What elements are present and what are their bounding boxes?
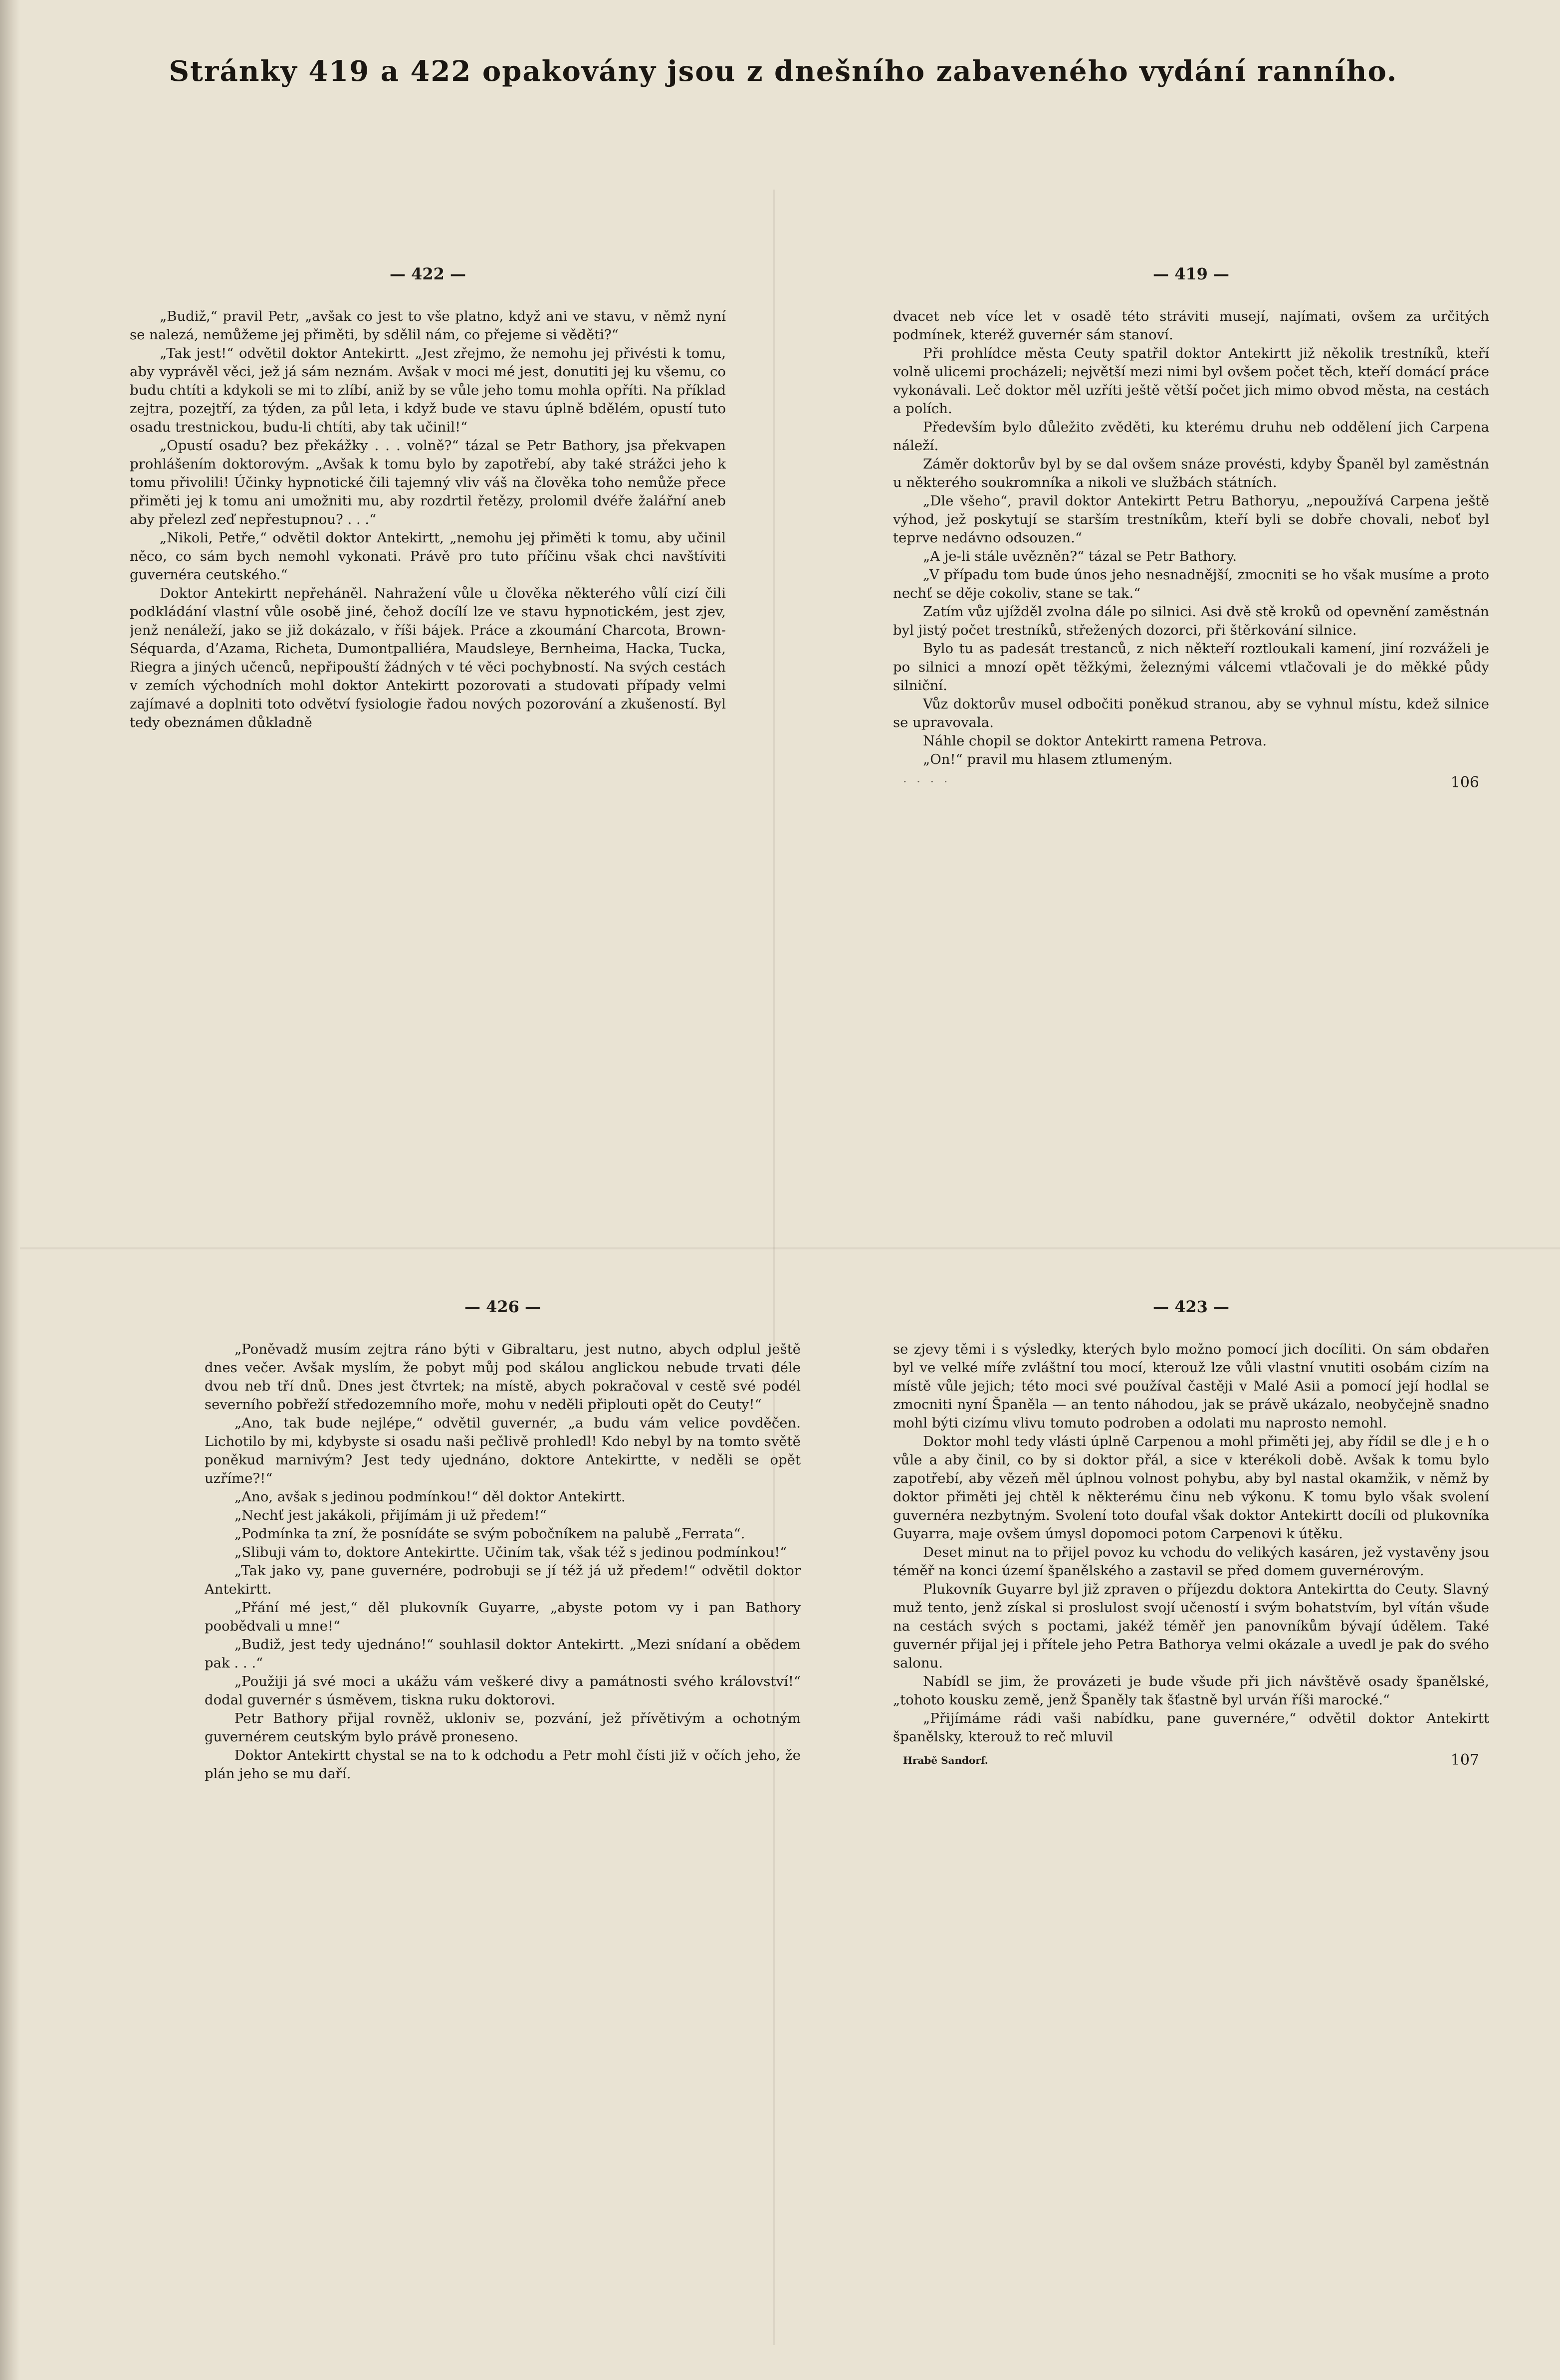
paragraph: „Slibuji vám to, doktore Antekirtte. Učiním tak, však též s jedinou podmínkou!“ <box>234 1544 787 1560</box>
paragraph: „Přání mé jest,“ děl plukovník Guyarre, „abyste potom vy i pan Bathory poobědvali u mne!“ <box>205 1600 801 1634</box>
paragraph: dvacet neb více let v osadě této stráviti musejí, najímati, ovšem za určitých podmínek, kteréž guvernér sám stanoví. <box>893 308 1489 343</box>
fold-line-horizontal <box>20 1247 1560 1249</box>
paragraph: „Opustí osadu? bez překážky . . . volně?“ tázal se Petr Bathory, jsa překvapen prohlášením doktorovým. „Avšak k tomu bylo by zapotřebí, aby také strážci jeho k tomu přivolili! Účinky hypnotické čili tajemný vliv váš na člověka toho nemůže přece přiměti jej k tomu ani umožniti mu, aby rozdrtil řetězy, prolomil dvéře žalářní aneb aby přelezl zeď nepřestupnou? . . .“ <box>130 438 726 527</box>
paragraph: Zatím vůz ujížděl zvolna dále po silnici. Asi dvě stě kroků od opevnění zaměstnán byl jistý počet trestníků, střežených dozorci, při štěrkování silnice. <box>893 604 1489 638</box>
paragraph: Doktor mohl tedy vlásti úplně Carpenou a mohl přiměti jej, aby řídil se dle j e h o vůle a aby činil, co by si doktor přál, a sice v kterékoli době. Avšak k tomu bylo zapotřebí, aby vězeň měl úplnou volnost pohybu, aby byl nastal okamžik, v němž by doktor přiměti jej chtěl k některému činu neb výkonu. K tomu bylo však svolení guvernéra nezbytným. Svolení toto doufal však doktor Antekirtt docíli od plukovníka Guyarra, maje ovšem úmysl dopomoci potom Carpenovi k útěku. <box>893 1433 1489 1542</box>
paragraph: Plukovník Guyarre byl již zpraven o příjezdu doktora Antekirtta do Ceuty. Slavný muž tento, jenž získal si proslulost svojí učeností i svým bohatstvím, byl vítán všude na cestách svých s poctami, jakéž téměř jen panovníkům bývají údělem. Také guvernér přijal jej i přítele jeho Petra Bathorya velmi okázale a uvedl je pak do svého salonu. <box>893 1581 1489 1671</box>
paragraph: „Nikoli, Petře,“ odvětil doktor Antekirtt, „nemohu jej přiměti k tomu, aby učinil něco, co sám bych nemohl vykonati. Právě pro tuto příčinu však chci navštíviti guvernéra ceutského.“ <box>130 530 726 583</box>
paragraph: se zjevy těmi i s výsledky, kterých bylo možno pomocí jich docíliti. On sám obdařen byl ve velké míře zvláštní tou mocí, kterouž lze vůli vlastní vnutiti osobám cizím na místě vůle jejich; této moci své používal častěji v Malé Asii a pomocí její hodlal se zmocniti nyní Španěla — an tento náhodou, jak se právě ukázalo, neobyčejně snadno mohl býti cizímu vlivu tomuto podroben a odolati mu naprosto nemohl. <box>893 1341 1489 1431</box>
paragraph: Při prohlídce města Ceuty spatřil doktor Antekirtt již několik trestníků, kteří volně ulicemi procházeli; největší mezi nimi byl ovšem počet těch, kteří domácí práce vykonávali. Leč doktor měl uzříti ještě větší počet jich mimo obvod města, na cestách a polích. <box>893 345 1489 417</box>
paragraph: Doktor Antekirtt chystal se na to k odchodu a Petr mohl čísti již v očích jeho, že plán jeho se mu daří. <box>205 1747 801 1782</box>
sheet-edge <box>0 0 20 2380</box>
paragraph: „Nechť jest jakákoli, přijímám ji už předem!“ <box>234 1507 547 1523</box>
page-body <box>893 1340 1489 1746</box>
paragraph: „V případu tom bude únos jeho nesnadnější, zmocniti se ho však musíme a proto nechť se děje cokoliv, stane se tak.“ <box>893 567 1489 601</box>
paragraph: „On!“ pravil mu hlasem ztlumeným. <box>923 751 1173 767</box>
page-426 <box>205 1297 801 1961</box>
paragraph: Doktor Antekirtt nepřeháněl. Nahražení vůle u člověka některého vůlí cizí čili podkládání vlastní vůle osobě jiné, čehož docílí lze ve stavu hypnotickém, jest zjev, jenž nenáleží, jako se již dokázalo, v říši bájek. Práce a zkoumání Charcota, Brown-Séquarda, d’Azama, Richeta, Dumontpalliéra, Maudsleye, Bernheima, Hacka, Tucka, Riegra a jiných učenců, nepřipouští žádných v té věci pochybností. Na svých cestách v zemích východních mohl doktor Antekirtt pozorovati a studovati případy velmi zajímavé a doplniti toto odvětví fysiologie řadou nových pozorování a zkušeností. Byl tedy obeznámen důkladně <box>130 585 726 730</box>
page-422 <box>130 264 726 928</box>
paragraph: Bylo tu as padesát trestanců, z nich někteří roztloukali kamení, jiní rozváželi je po silnici a mnozí opět těžkými, železnými válcemi vtlačovali je do měkké půdy silniční. <box>893 641 1489 694</box>
page-419 <box>893 264 1489 928</box>
paragraph: „Použiji já své moci a ukážu vám veškeré divy a památnosti svého království!“ dodal guvernér s úsměvem, tiskna ruku doktorovi. <box>205 1673 801 1708</box>
page-number: — 422 — <box>389 264 466 283</box>
page-body <box>130 307 726 732</box>
paragraph: „Dle všeho“, pravil doktor Antekirtt Petru Bathoryu, „nepoužívá Carpena ještě výhod, jež poskytují se starším trestníkům, kteří byli se dobře chovali, neboť byl teprve nedávno odsouzen.“ <box>893 493 1489 546</box>
paragraph: Deset minut na to přijel povoz ku vchodu do velikých kasáren, jež vystavěny jsou téměř na konci území španělského a zastavil se před domem guvernérovým. <box>893 1544 1489 1579</box>
paragraph: „Ano, avšak s jedinou podmínkou!“ děl doktor Antekirtt. <box>234 1489 626 1505</box>
notice-header: Stránky 419 a 422 opakovány jsou z dnešního zabaveného vydání ranního. <box>169 55 1398 88</box>
paragraph: „Budiž, jest tedy ujednáno!“ souhlasil doktor Antekirtt. „Mezi snídaní a obědem pak . . .“ <box>205 1637 801 1671</box>
page-body <box>205 1340 801 1783</box>
paragraph: Náhle chopil se doktor Antekirtt ramena Petrova. <box>923 733 1267 749</box>
page-number: — 426 — <box>464 1297 541 1316</box>
paragraph: „Přijímáme rádi vaši nabídku, pane guvernére,“ odvětil doktor Antekirtt španělsky, kterouž to reč mluvil <box>893 1710 1489 1745</box>
signature-number: 106 <box>1450 774 1479 791</box>
dotted-mark: · · · · <box>903 775 951 789</box>
paragraph: „Poněvadž musím zejtra ráno býti v Gibraltaru, jest nutno, abych odplul ještě dnes večer. Avšak myslím, že pobyt můj pod skálou anglickou nebude trvati déle dvou neb tří dnů. Dnes jest čtvrtek; na místě, abych pokračoval v cestě své podél severního pobřeží středozemního moře, mohu v neděli připlouti opět do Ceuty!“ <box>205 1341 801 1413</box>
paragraph: Vůz doktorův musel odbočiti poněkud stranou, aby se vyhnul místu, kdež silnice se upravovala. <box>893 696 1489 730</box>
page-footer <box>893 774 1489 796</box>
paragraph: „Tak jako vy, pane guvernére, podrobuji se jí též já už předem!“ odvětil doktor Antekirtt. <box>205 1563 801 1597</box>
book-title-footer: Hrabě Sandorf. <box>903 1754 988 1766</box>
paragraph: „Tak jest!“ odvětil doktor Antekirtt. „Jest zřejmo, že nemohu jej přivésti k tomu, aby vyprávěl věci, jež já sám neznám. Avšak v moci mé jest, donutiti jej ku všemu, co budu chtíti a kdykoli se mi to zlíbí, aniž by se vůle jeho tomu mohla opříti. Na příklad zejtra, pozejtří, za týden, za půl leta, i když bude ve stavu úplně bdělém, opustí tuto osadu trestnickou, budu-li chtíti, aby tak učinil!“ <box>130 345 726 435</box>
paragraph: „Budiž,“ pravil Petr, „avšak co jest to vše platno, když ani ve stavu, v němž nyní se nalezá, nemůžeme jej přiměti, by sdělil nám, co přejeme si věděti?“ <box>130 308 726 343</box>
paragraph: „Ano, tak bude nejlépe,“ odvětil guvernér, „a budu vám velice povděčen. Lichotilo by mi, kdybyste si osadu naši pečlivě prohledl! Kdo nebyl by na tomto světě poněkud marnivým? Jest tedy ujednáno, doktore Antekirtte, v neděli se opět uzříme?!“ <box>205 1415 801 1486</box>
paragraph: Nabídl se jim, že provázeti je bude všude při jich návštěvě osady španělské, „tohoto kousku země, jenž Španěly tak šťastně byl urván říši marocké.“ <box>893 1673 1489 1708</box>
page-number: — 419 — <box>1152 264 1230 283</box>
page-body <box>893 307 1489 769</box>
page-423 <box>893 1297 1489 1961</box>
paragraph: Záměr doktorův byl by se dal ovšem snáze provésti, kdyby Španěl byl zaměstnán u některého soukromníka a nikoli ve službách státních. <box>893 456 1489 490</box>
paragraph: Petr Bathory přijal rovněž, ukloniv se, pozvání, jež přívětivým a ochotným guvernérem ceutským bylo právě proneseno. <box>205 1710 801 1745</box>
page-number: — 423 — <box>1152 1297 1230 1316</box>
paragraph: Především bylo důležito zvěděti, ku kterému druhu neb oddělení jich Carpena náleží. <box>893 419 1489 454</box>
paragraph: „Podmínka ta zní, že posnídáte se svým pobočníkem na palubě „Ferrata“. <box>234 1526 745 1542</box>
signature-number: 107 <box>1450 1751 1479 1769</box>
page-footer <box>893 1751 1489 1773</box>
paragraph: „A je-li stále uvězněn?“ tázal se Petr Bathory. <box>923 548 1237 564</box>
fold-line-vertical <box>773 190 775 2345</box>
